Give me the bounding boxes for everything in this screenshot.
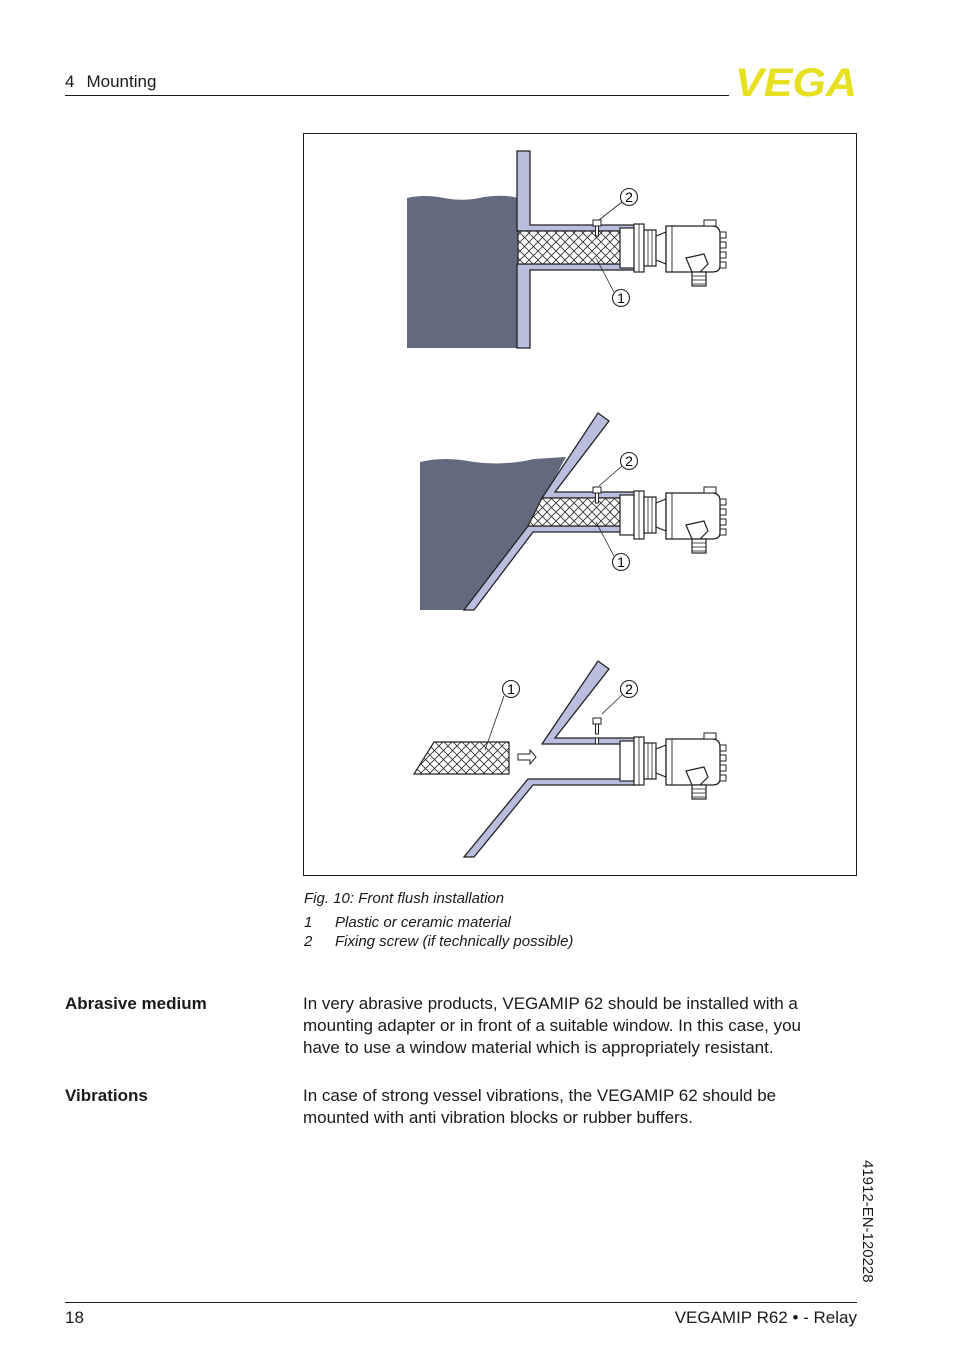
window-material bbox=[528, 498, 620, 526]
figure-front-flush-installation bbox=[303, 133, 857, 876]
text-line: mounting adapter or in front of a suitable window. In this case, you bbox=[303, 1016, 802, 1035]
section-number: 4 bbox=[65, 72, 75, 91]
footer-divider bbox=[65, 1302, 857, 1303]
svg-text:1: 1 bbox=[507, 681, 515, 697]
running-header bbox=[65, 72, 156, 92]
diagram-straight-wall bbox=[407, 151, 726, 348]
svg-text:1: 1 bbox=[617, 554, 625, 570]
document-id-text: 41912-EN-120228 bbox=[859, 1160, 876, 1283]
vessel-wall bbox=[542, 661, 637, 744]
paragraph-vibrations bbox=[303, 1085, 848, 1129]
legend-item bbox=[304, 933, 573, 950]
paragraph-abrasive-medium bbox=[303, 993, 848, 1059]
heading-vibrations: Vibrations bbox=[65, 1086, 148, 1105]
text-line: In very abrasive products, VEGAMIP 62 should be installed with a bbox=[303, 994, 798, 1013]
vega-logo bbox=[735, 62, 859, 107]
legend-text: Fixing screw (if technically possible) bbox=[335, 933, 574, 950]
figure-caption: Fig. 10: Front flush installation bbox=[304, 890, 505, 907]
legend-text: Plastic or ceramic material bbox=[335, 914, 511, 931]
svg-text:2: 2 bbox=[625, 189, 633, 205]
text-line: have to use a window material which is appropriately resistant. bbox=[303, 1038, 774, 1057]
svg-text:2: 2 bbox=[625, 681, 633, 697]
window-material bbox=[518, 231, 620, 264]
document-id bbox=[859, 1160, 898, 1305]
vessel-wall bbox=[517, 151, 637, 231]
vessel-wall bbox=[464, 779, 637, 857]
section-title: Mounting bbox=[86, 72, 157, 91]
svg-text:1: 1 bbox=[617, 290, 625, 306]
legend-item bbox=[304, 914, 511, 931]
header-divider bbox=[65, 95, 729, 96]
legend-number: 1 bbox=[304, 914, 313, 931]
legend-number: 2 bbox=[304, 933, 313, 950]
diagram-exploded-view bbox=[414, 661, 726, 857]
arrow-icon bbox=[518, 750, 536, 764]
page-number: 18 bbox=[65, 1308, 84, 1327]
diagram-inclined-wall bbox=[420, 413, 726, 610]
svg-text:2: 2 bbox=[625, 453, 633, 469]
window-material bbox=[414, 742, 509, 774]
svg-text:VEGA: VEGA bbox=[735, 62, 857, 102]
text-line: mounted with anti vibration blocks or rubber buffers. bbox=[303, 1108, 693, 1127]
text-line: In case of strong vessel vibrations, the VEGAMIP 62 should be bbox=[303, 1086, 777, 1105]
footer-title: VEGAMIP R62 • - Relay bbox=[674, 1308, 857, 1327]
heading-abrasive-medium: Abrasive medium bbox=[65, 994, 207, 1013]
